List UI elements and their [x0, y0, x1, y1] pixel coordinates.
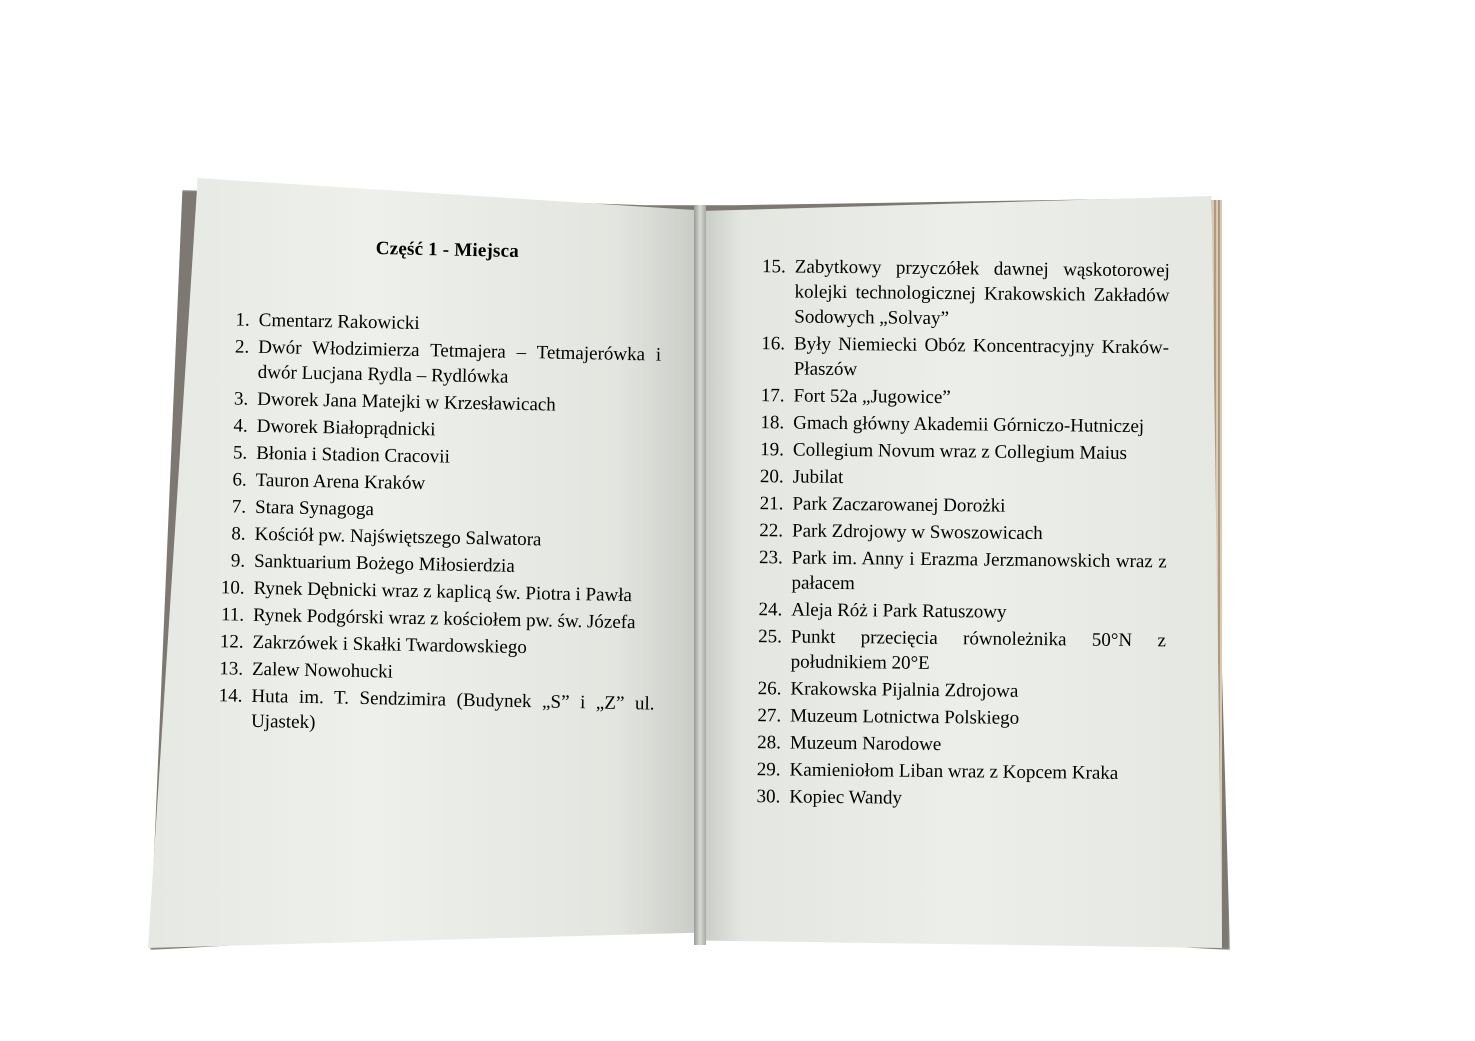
- item-number: 29.: [756, 759, 781, 781]
- item-number: 21.: [759, 493, 784, 515]
- item-number: 9.: [230, 550, 246, 572]
- list-item: [742, 757, 1164, 786]
- item-text: Park Zaczarowanej Dorożki: [792, 493, 1006, 517]
- places-list-right: [742, 254, 1170, 815]
- item-number: 16.: [761, 333, 786, 355]
- item-text: Dwór Włodzimierza Tetmajera – Tetmajerówka i dwór Lucjana Rydla – Rydlówka: [257, 336, 662, 388]
- item-number: 12.: [219, 631, 244, 653]
- item-text: Zalew Nowohucki: [251, 658, 394, 683]
- item-text: Huta im. T. Sendzimira (Budynek „S” i „Z” ul. Ujastek): [250, 685, 655, 734]
- item-text: Krakowska Pijalnia Zdrojowa: [790, 678, 1019, 702]
- list-item: [743, 730, 1165, 759]
- item-text: Park im. Anny i Erazma Jerzmanowskich wraz z pałacem: [791, 547, 1167, 595]
- list-item: [747, 254, 1170, 333]
- item-text: Fort 52a „Jugowice”: [793, 385, 951, 409]
- item-text: Muzeum Lotnictwa Polskiego: [790, 705, 1020, 729]
- item-text: Rynek Dębnicki wraz z kaplicą św. Piotra i Pawła: [253, 577, 633, 607]
- item-number: 19.: [760, 439, 785, 461]
- item-text: Kamieniołom Liban wraz z Kopcem Kraka: [789, 759, 1119, 784]
- item-number: 14.: [218, 685, 243, 707]
- item-number: 3.: [233, 388, 249, 410]
- item-number: 25.: [758, 626, 783, 648]
- list-item: [745, 491, 1167, 520]
- places-list-left: [204, 307, 662, 744]
- list-item: [747, 331, 1170, 385]
- item-number: 22.: [759, 520, 784, 542]
- item-number: 17.: [760, 385, 785, 407]
- item-text: Kopiec Wandy: [789, 786, 903, 809]
- item-number: 2.: [234, 336, 250, 358]
- item-text: Dworek Białoprądnicki: [256, 415, 436, 441]
- item-number: 28.: [757, 732, 781, 754]
- list-item: [746, 437, 1168, 466]
- item-text: Sanktuarium Bożego Miłosierdzia: [253, 550, 515, 577]
- item-number: 15.: [762, 256, 786, 278]
- item-text: Tauron Arena Kraków: [255, 469, 426, 495]
- item-number: 8.: [231, 523, 246, 545]
- list-item: [204, 683, 655, 742]
- item-text: Park Zdrojowy w Swoszowicach: [791, 520, 1043, 545]
- item-number: 26.: [757, 678, 782, 700]
- item-text: Dworek Jana Matejki w Krzesławicach: [257, 388, 556, 416]
- list-item: [744, 597, 1166, 626]
- item-text: Rynek Podgórski wraz z kościołem pw. św. Józefa: [252, 604, 636, 634]
- list-item: [743, 703, 1165, 732]
- list-item: [744, 545, 1167, 599]
- item-text: Zakrzówek i Skałki Twardowskiego: [252, 631, 528, 659]
- item-number: 11.: [220, 604, 245, 626]
- item-text: Zabytkowy przyczółek dawnej wąskotorowej kolejki technologicznej Krakowskich Zakładów Sodowych „Solvay”: [794, 256, 1170, 330]
- item-text: Były Niemiecki Obóz Koncentracyjny Kraków-Płaszów: [793, 333, 1170, 381]
- item-number: 1.: [235, 309, 250, 331]
- item-number: 18.: [760, 412, 785, 434]
- item-number: 7.: [231, 496, 247, 518]
- item-text: Aleja Róż i Park Ratuszowy: [791, 599, 1007, 623]
- item-text: Jubilat: [792, 466, 844, 489]
- list-item: [745, 518, 1167, 547]
- item-text: Punkt przecięcia równoleżnika 50°N z południkiem 20°E: [790, 626, 1167, 674]
- item-number: 6.: [232, 469, 247, 491]
- item-number: 23.: [758, 547, 783, 569]
- list-item: [211, 334, 662, 393]
- list-item: [743, 676, 1165, 705]
- list-item: [746, 410, 1168, 439]
- booklet-spine: [694, 205, 706, 945]
- item-number: 4.: [233, 415, 248, 437]
- item-number: 24.: [758, 599, 783, 621]
- list-item: [744, 624, 1167, 678]
- item-number: 13.: [219, 658, 244, 680]
- item-text: Stara Synagoga: [254, 496, 375, 521]
- list-item: [742, 784, 1164, 813]
- item-number: 27.: [757, 705, 782, 727]
- item-text: Błonia i Stadion Cracovii: [255, 442, 451, 468]
- item-number: 10.: [220, 577, 245, 599]
- item-text: Cmentarz Rakowicki: [258, 309, 420, 334]
- item-text: Collegium Novum wraz z Collegium Maius: [792, 439, 1128, 464]
- item-text: Gmach główny Akademii Górniczo-Hutniczej: [793, 412, 1145, 438]
- item-text: Muzeum Narodowe: [789, 732, 942, 756]
- item-number: 30.: [756, 786, 781, 808]
- item-number: 20.: [759, 466, 784, 488]
- list-item: [746, 383, 1168, 412]
- item-text: Kościół pw. Najświętszego Salwatora: [254, 523, 542, 551]
- list-item: [746, 464, 1168, 493]
- section-heading: Część 1 - Miejsca: [375, 238, 520, 262]
- item-number: 5.: [232, 442, 248, 464]
